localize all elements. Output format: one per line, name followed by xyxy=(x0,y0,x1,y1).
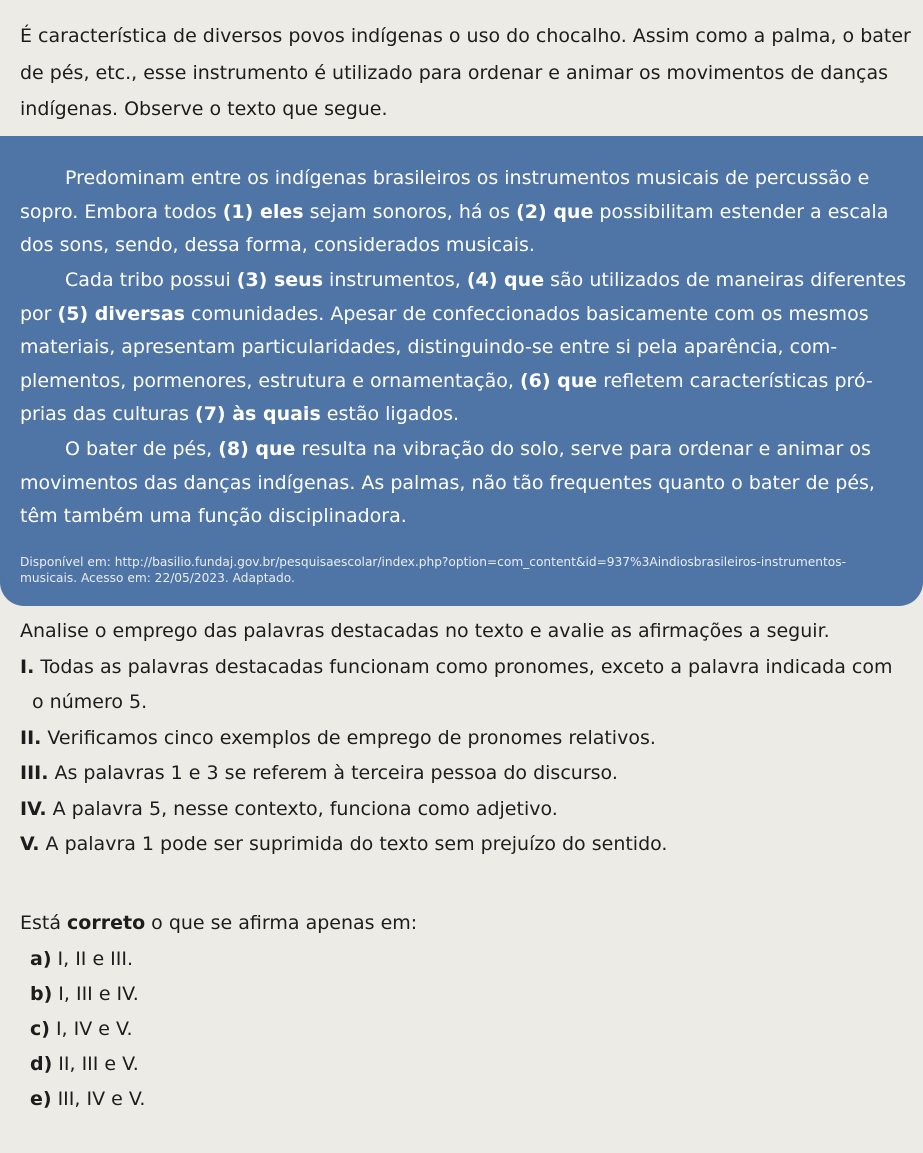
statement-1-continuation: o número 5. xyxy=(32,691,148,713)
answer-prompt: Está correto o que se afirma apenas em: xyxy=(20,912,418,934)
text-line: materiais, apresentam particularidades, distinguindo-se entre si pela aparência, com- xyxy=(20,336,838,358)
text-line: movimentos das danças indígenas. As palmas, não tão frequentes quanto o bater de pés, xyxy=(20,471,875,494)
statement-5: V. A palavra 1 pode ser suprimida do texto sem prejuízo do sentido. xyxy=(20,833,668,855)
text-paragraph-3 xyxy=(20,433,915,534)
text-line: Cada tribo possui (3) seus instrumentos, (4) que são utilizados de maneiras diferentes xyxy=(65,269,907,291)
statement-4: IV. A palavra 5, nesse contexto, funciona como adjetivo. xyxy=(20,797,558,820)
text-line: por (5) diversas comunidades. Apesar de confeccionados basicamente com os mesmos xyxy=(20,302,869,325)
question xyxy=(20,614,920,863)
option-d[interactable]: d) II, III e V. xyxy=(30,1053,139,1075)
text-paragraph-2 xyxy=(20,264,915,432)
question-instruction: Analise o emprego das palavras destacadas no texto e avalie as afirmações a seguir. xyxy=(20,620,830,642)
text-line: Predominam entre os indígenas brasileiros os instrumentos musicais de percussão e xyxy=(65,167,870,189)
text-line: dos sons, sendo, dessa forma, considerados musicais. xyxy=(20,234,535,256)
intro-line-1: É característica de diversos povos indígenas o uso do chocalho. Assim como a palma, o bater xyxy=(20,25,911,47)
text-line: plementos, pormenores, estrutura e ornamentação, (6) que refletem características pró- xyxy=(20,369,873,392)
text-line: O bater de pés, (8) que resulta na vibração do solo, serve para ordenar e animar os xyxy=(65,438,871,460)
text-box xyxy=(0,136,923,606)
text-line: têm também uma função disciplinadora. xyxy=(20,505,407,527)
statement-1: I. Todas as palavras destacadas funcionam como pronomes, exceto a palavra indicada com xyxy=(20,655,893,678)
option-e[interactable]: e) III, IV e V. xyxy=(30,1088,146,1110)
source-line-2: musicais. Acesso em: 22/05/2023. Adaptado. xyxy=(20,571,295,585)
statement-3: III. As palavras 1 e 3 se referem à terceira pessoa do discurso. xyxy=(20,762,618,784)
intro-line-2: de pés, etc., esse instrumento é utilizado para ordenar e animar os movimentos de danças xyxy=(20,61,888,84)
source-line-1: Disponível em: http://basilio.fundaj.gov.br/pesquisaescolar/index.php?option=com_content&id=937%3Aindiosbrasileiros-instrumentos- xyxy=(20,555,846,569)
answer-options xyxy=(30,944,145,1119)
option-c[interactable]: c) I, IV e V. xyxy=(30,1018,133,1040)
statement-2: II. Verificamos cinco exemplos de emprego de pronomes relativos. xyxy=(20,726,656,749)
intro-line-3: indígenas. Observe o texto que segue. xyxy=(20,98,388,120)
source-citation xyxy=(20,554,915,586)
text-line: sopro. Embora todos (1) eles sejam sonoros, há os (2) que possibilitam estender a escala xyxy=(20,200,889,223)
option-b[interactable]: b) I, III e IV. xyxy=(30,983,139,1005)
text-line: prias das culturas (7) às quais estão ligados. xyxy=(20,403,460,425)
text-paragraph-1 xyxy=(20,162,915,263)
option-a[interactable]: a) I, II e III. xyxy=(30,948,134,970)
intro-text xyxy=(20,18,920,128)
